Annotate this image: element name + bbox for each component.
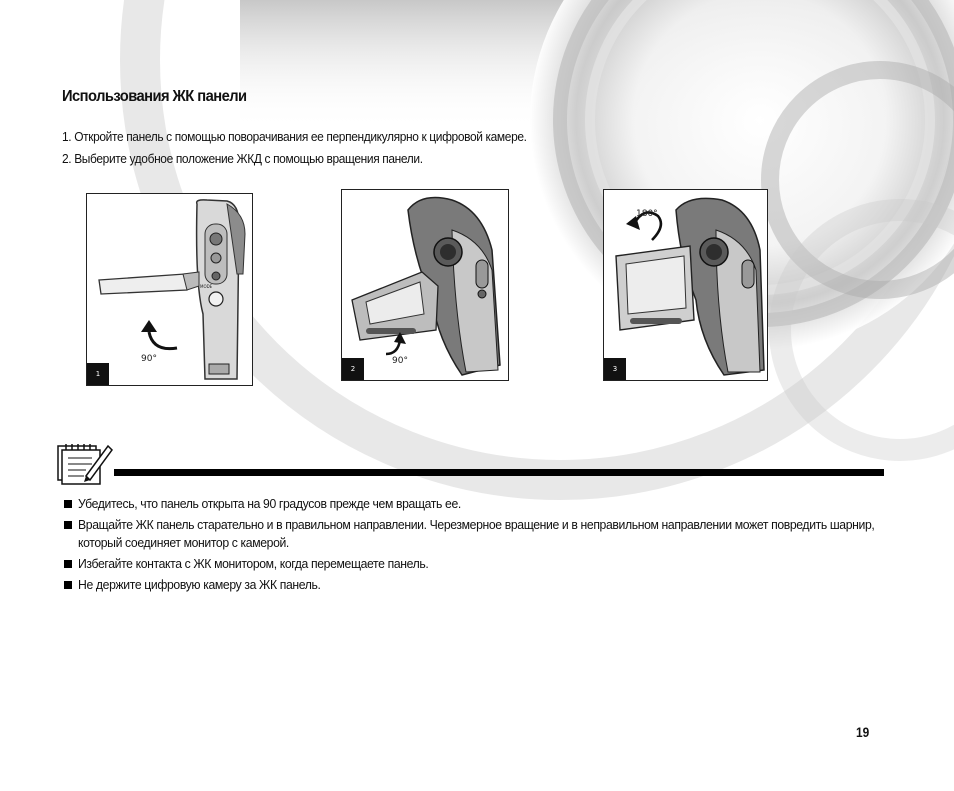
steps-list bbox=[62, 126, 567, 170]
figure-3-number: 3 bbox=[604, 358, 626, 380]
note-pad-icon bbox=[56, 440, 114, 486]
figure-2-number: 2 bbox=[342, 358, 364, 380]
bullet-square-icon bbox=[64, 500, 72, 508]
mode-label: MODE bbox=[200, 284, 213, 289]
camera-side-view-illustration bbox=[87, 194, 252, 385]
note-item bbox=[64, 495, 894, 513]
section-title: Использования ЖК панели bbox=[62, 88, 247, 105]
figure-2-angle: 90° bbox=[392, 356, 408, 366]
notes-list bbox=[64, 495, 894, 597]
figure-3-angle: 180° bbox=[636, 209, 658, 219]
figure-1 bbox=[86, 193, 253, 386]
bullet-square-icon bbox=[64, 521, 72, 529]
camera-lcd-rotated-illustration bbox=[342, 190, 508, 380]
page-number: 19 bbox=[856, 724, 870, 740]
note-text: Вращайте ЖК панель старательно и в правильном направлении. Черезмерное вращение и в неправильном направлении может повредить шарнир, который соединяет монитор с камерой. bbox=[78, 517, 875, 550]
figure-3 bbox=[603, 189, 768, 381]
camera-lcd-180-illustration bbox=[604, 190, 767, 380]
figure-2 bbox=[341, 189, 509, 381]
note-text: Убедитесь, что панель открыта на 90 градусов прежде чем вращать ее. bbox=[78, 496, 461, 511]
note-item bbox=[64, 555, 894, 573]
note-divider bbox=[114, 469, 884, 476]
bullet-square-icon bbox=[64, 581, 72, 589]
note-item bbox=[64, 516, 894, 552]
step-item: 2. Выберите удобное положение ЖКД с помощью вращения панели. bbox=[62, 151, 423, 166]
note-text: Не держите цифровую камеру за ЖК панель. bbox=[78, 577, 321, 592]
note-item bbox=[64, 576, 894, 594]
note-text: Избегайте контакта с ЖК монитором, когда перемещаете панель. bbox=[78, 556, 429, 571]
figure-1-number: 1 bbox=[87, 363, 109, 385]
figure-1-angle: 90° bbox=[141, 354, 157, 364]
bullet-square-icon bbox=[64, 560, 72, 568]
step-item: 1. Откройте панель с помощью поворачивания ее перпендикулярно к цифровой камере. bbox=[62, 129, 527, 144]
